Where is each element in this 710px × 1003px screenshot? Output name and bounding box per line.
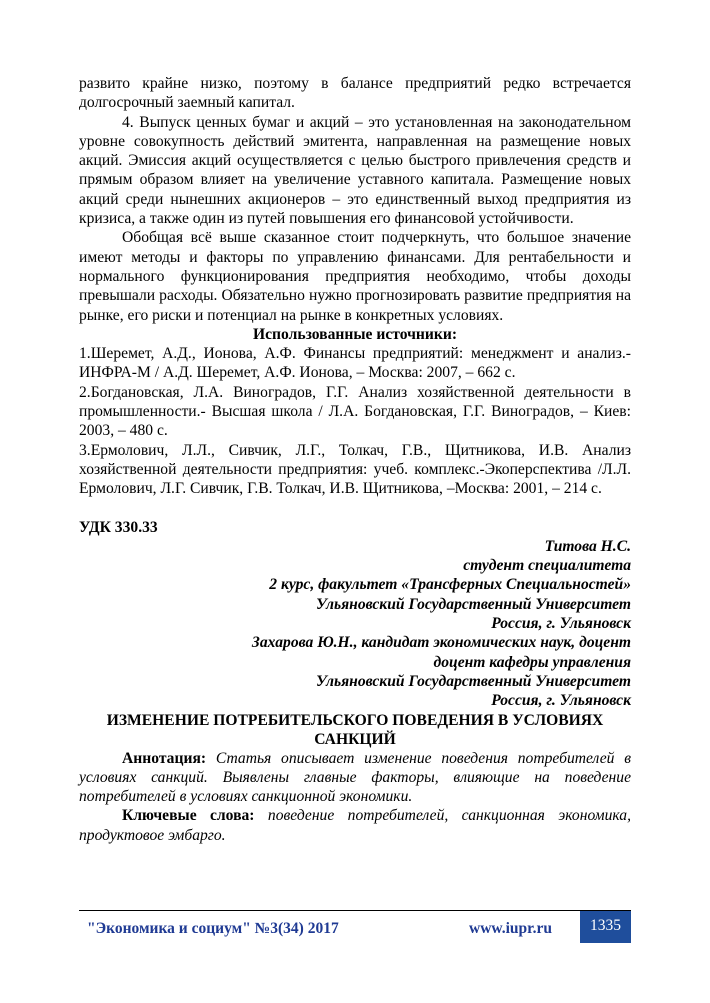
page-footer <box>79 910 631 943</box>
body-line-1: развито крайне низко, поэтому в балансе предприятий редко встречается <box>79 75 631 92</box>
author-line-3: 2 курс, факультет «Трансферных Специальностей» <box>269 576 631 594</box>
author-line-8: Ульяновский Государственный Университет <box>315 672 631 690</box>
keywords-label: Ключевые слова: <box>122 807 255 825</box>
author-line-2: студент специалитета <box>463 557 631 575</box>
sources-heading: Использованные источники: <box>252 325 458 343</box>
author-line-5: Россия, г. Ульяновск <box>491 615 631 633</box>
footer-journal: "Экономика и социум" №3(34) 2017 <box>87 920 339 937</box>
body-line-2: долгосрочный заемный капитал. <box>79 94 295 112</box>
author-line-9: Россия, г. Ульяновск <box>491 692 631 710</box>
author-line-1: Титова Н.С. <box>544 537 631 555</box>
footer-url: www.iupr.ru <box>469 920 552 937</box>
source-item-3: 3.Ермолович, Л.Л., Сивчик, Л.Г., Толкач, Г.В., Щитникова, И.В. Анализ хозяйственной деятельности предприятия: учеб. комплекс.-Экоперспектива /Л.Л. Ермолович, Л.Г. Сивчик, Г.В. Толкач, И.В. Щитникова, –Москва: 2001, – 214 с. <box>79 441 631 498</box>
page-number: 1335 <box>580 911 631 943</box>
page-content <box>79 74 631 845</box>
author-line-7: доцент кафедры управления <box>433 653 631 671</box>
article-title-line-1: ИЗМЕНЕНИЕ ПОТРЕБИТЕЛЬСКОГО ПОВЕДЕНИЯ В УСЛОВИЯХ <box>106 711 604 729</box>
keywords <box>79 806 631 845</box>
body-paragraph-2: 4. Выпуск ценных бумаг и акций – это установленная на законодательном уровне совокупность действий эмитента, направленная на размещение новых акций. Эмиссия акций осуществляется с целью быстрого привлечения средств и прямым образом влияет на увеличение уставного капитала. Размещение новых акций среди нынешних акционеров – это единственный выход предприятия из кризиса, а также один из путей повышения его финансовой устойчивости. <box>79 113 631 228</box>
author-line-6: Захарова Ю.Н., кандидат экономических наук, доцент <box>251 634 631 652</box>
abstract-label: Аннотация: <box>122 749 207 767</box>
body-paragraph-3: Обобщая всё выше сказанное стоит подчеркнуть, что большое значение имеют методы и факторы по управлению финансами. Для рентабельности и нормального функционирования предприятия необходимо, чтобы доходы превышали расходы. Обязательно нужно прогнозировать развитие предприятия на рынке, его риски и потенциал на рынке в конкретных условиях. <box>79 229 631 324</box>
author-line-4: Ульяновский Государственный Университет <box>315 595 631 613</box>
udk-code: УДК 330.33 <box>79 518 158 536</box>
keywords-text: поведение потребителей, санкционная экономика, продуктовое эмбарго. <box>79 807 631 844</box>
source-item-2: 2.Богдановская, Л.А. Виноградов, Г.Г. Анализ хозяйственной деятельности в промышленности.- Высшая школа / Л.А. Богдановская, Г.Г. Виноградов, – Киев: 2003, – 480 с. <box>79 383 631 440</box>
abstract <box>79 749 631 807</box>
source-item-1: 1.Шеремет, А.Д., Ионова, А.Ф. Финансы предприятий: менеджмент и анализ.- ИНФРА-М / А.Д. Шеремет, А.Ф. Ионова, – Москва: 2007, – 662 с. <box>79 345 631 382</box>
abstract-text: Статья описывает изменение поведения потребителей в условиях санкций. Выявлены главные факторы, влияющие на поведение потребителей в условиях санкционной экономики. <box>79 749 631 806</box>
article-title-line-2: САНКЦИЙ <box>314 730 396 748</box>
